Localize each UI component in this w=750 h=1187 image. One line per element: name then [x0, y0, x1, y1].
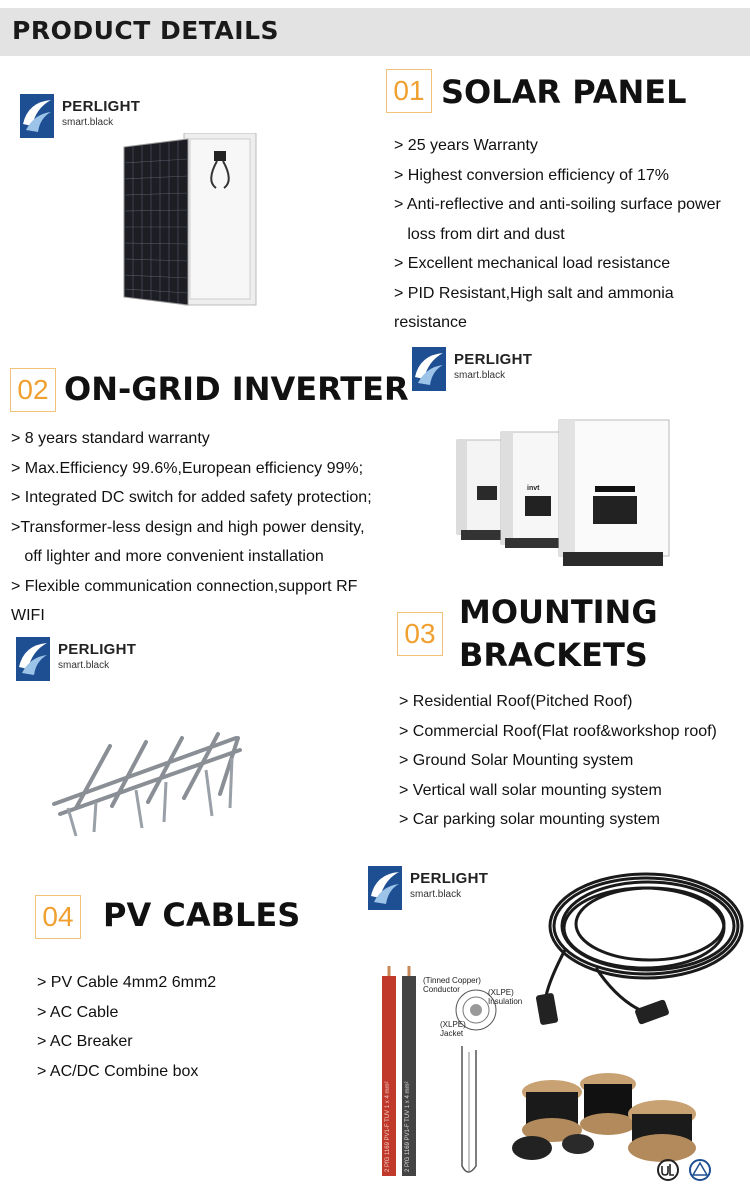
section-title-mounting: MOUNTING [459, 593, 658, 631]
feature-item: > AC/DC Combine box [37, 1062, 199, 1080]
feature-item: >Transformer-less design and high power density, [11, 518, 365, 536]
feature-item: > PID Resistant,High salt and ammonia [394, 284, 674, 302]
mounting-bracket-image [46, 728, 246, 840]
section-title-brackets: BRACKETS [459, 636, 648, 674]
section-title-on-grid-inverter: ON-GRID INVERTER [64, 370, 409, 408]
solar-panel-features [394, 131, 721, 338]
cable-features [37, 968, 216, 1086]
insulation-label: (XLPE) Insulation [488, 988, 523, 1006]
feature-item: > Excellent mechanical load resistance [394, 255, 671, 272]
section-number-01: 01 [386, 69, 432, 113]
inverter-large [559, 420, 669, 566]
perlight-mark-icon [16, 637, 50, 681]
feature-item: > Car parking solar mounting system [399, 811, 660, 828]
feature-item: WIFI [11, 607, 45, 624]
inverter-image [455, 416, 675, 574]
logo-sub: smart.black [58, 660, 110, 671]
coiled-cable-image [536, 868, 748, 1030]
reel [628, 1100, 696, 1162]
feature-item: loss from dirt and dust [394, 225, 565, 243]
red-cable-print: 2 PfG 1169 PV1-F TUV 1 x 4 mm² [385, 1081, 391, 1172]
feature-item: > Ground Solar Mounting system [399, 752, 634, 769]
logo-brand: PERLIGHT [454, 351, 533, 368]
logo-brand: PERLIGHT [62, 98, 141, 115]
conductor-label: (Tinned Copper) Conductor [423, 976, 481, 994]
solar-panel-image [118, 133, 260, 311]
section-number-04: 04 [35, 895, 81, 939]
feature-item: > Residential Roof(Pitched Roof) [399, 693, 633, 710]
feature-item: off lighter and more convenient installation [11, 548, 324, 565]
feature-item: > Anti-reflective and anti-soiling surface power [394, 196, 721, 213]
section-title-solar-panel: SOLAR PANEL [441, 73, 687, 111]
certification-icons [656, 1158, 714, 1182]
feature-item: > PV Cable 4mm2 6mm2 [37, 974, 217, 991]
inverter-features [11, 424, 372, 631]
feature-item: > Commercial Roof(Flat roof&workshop roof) [399, 722, 717, 740]
feature-item: > Flexible communication connection,support RF [11, 577, 358, 595]
page-title: PRODUCT DETAILS [12, 16, 280, 45]
feature-item: > Max.Efficiency 99.6%,European efficiency 99%; [11, 459, 364, 477]
perlight-logo [412, 347, 572, 393]
perlight-mark-icon [368, 866, 402, 910]
bracket-features [399, 687, 717, 835]
feature-item: resistance [394, 314, 467, 331]
feature-item: > AC Breaker [37, 1033, 133, 1050]
feature-item: > AC Cable [37, 1003, 119, 1021]
logo-brand: PERLIGHT [410, 870, 489, 887]
feature-item: > 8 years standard warranty [11, 430, 210, 447]
feature-item: > Vertical wall solar mounting system [399, 781, 662, 799]
perlight-mark-icon [412, 347, 446, 391]
reel [522, 1080, 582, 1142]
inverter-brand-text: invt [527, 485, 540, 492]
jacket-label: (XLPE) Jacket [440, 1020, 466, 1038]
perlight-mark-icon [20, 94, 54, 138]
section-title-pv-cables: PV CABLES [103, 896, 301, 934]
section-number-03: 03 [397, 612, 443, 656]
cable-reels-image [508, 1064, 708, 1168]
perlight-logo [16, 637, 176, 683]
perlight-logo [368, 866, 528, 912]
feature-item: > Integrated DC switch for added safety protection; [11, 489, 372, 506]
logo-brand: PERLIGHT [58, 641, 137, 658]
logo-sub: smart.black [410, 889, 462, 900]
logo-sub: smart.black [62, 117, 114, 128]
feature-item: > Highest conversion efficiency of 17% [394, 166, 669, 184]
black-cable-print: 2 PfG 1169 PV1-F TUV 1 x 4 mm² [405, 1081, 411, 1172]
logo-sub: smart.black [454, 370, 506, 381]
section-number-02: 02 [10, 368, 56, 412]
feature-item: > 25 years Warranty [394, 137, 538, 154]
reel [580, 1073, 636, 1135]
inverter-medium [501, 432, 567, 548]
